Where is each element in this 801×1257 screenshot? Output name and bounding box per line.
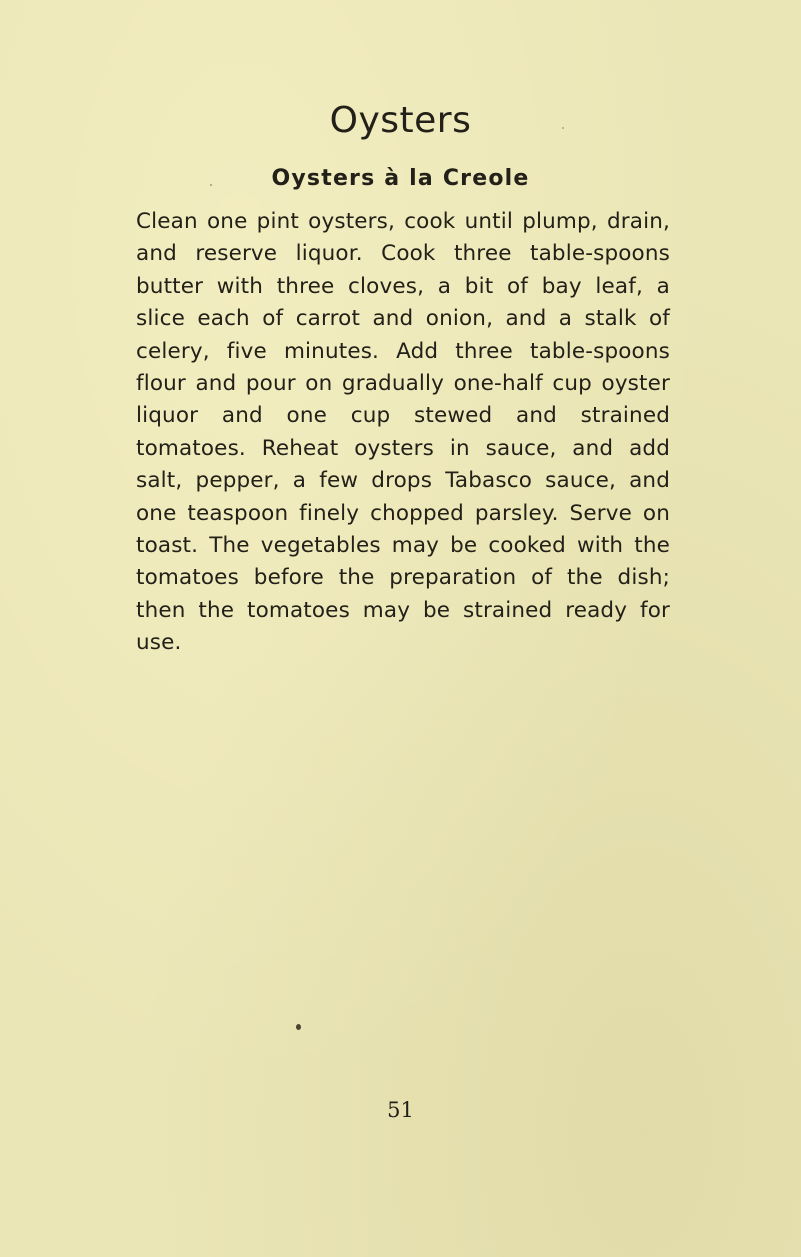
- recipe-body: Clean one pint oysters, cook until plump, drain, and reserve liquor. Cook three table-spoons butter with three cloves, a bit of bay leaf, a slice each of carrot and onion, and a stalk of celery, five minutes. Add three table-spoons flour and pour on gradually one-half cup oyster liquor and one cup stewed and strained tomatoes. Reheat oysters in sauce, and add salt, pepper, a few drops Tabasco sauce, and one teaspoon finely chopped parsley. Serve on toast. The vegetables may be cooked with the tomatoes before the preparation of the dish; then the tomatoes may be strained ready for use.: [136, 209, 670, 656]
- paper-speck: [296, 1024, 301, 1030]
- running-head: Oysters: [329, 100, 472, 141]
- paper-speck: [562, 127, 564, 129]
- page-number: 51: [387, 1098, 414, 1122]
- paper-speck: [210, 184, 212, 186]
- recipe-title: Oysters à la Creole: [271, 166, 530, 191]
